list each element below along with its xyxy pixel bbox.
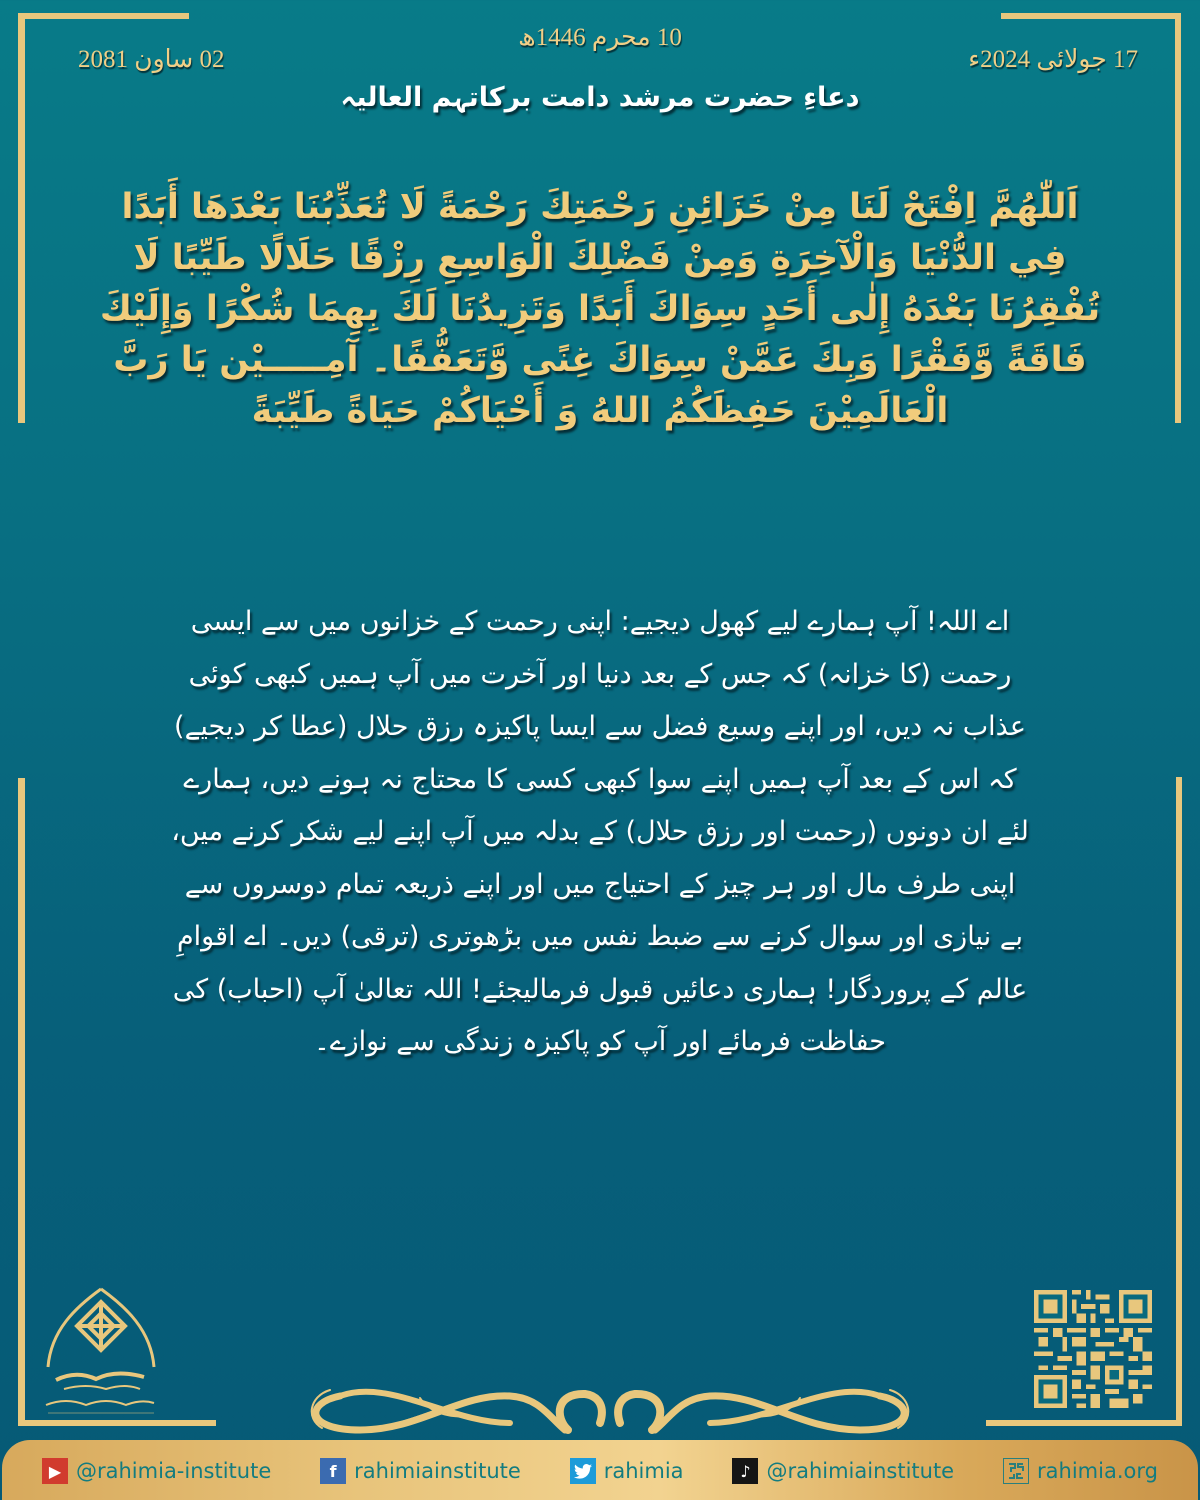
urdu-translation-text: اے اللہ! آپ ہمارے لیے کھول دیجیے: اپنی رحمت کے خزانوں میں سے ایسی رحمت (کا خزانہ) کہ جس کے بعد دنیا اور آخرت میں آپ ہمیں کبھی کوئی عذاب نہ دیں، اور اپنے وسیع فضل سے ایسا پاکیزہ رزق حلال (عطا کر دیجیے) کہ اس کے بعد آپ ہمیں اپنے سوا کبھی کسی کا محتاج نہ ہونے دیں، ہمارے لئے ان دونوں (رحمت اور رزق حلال) کے بدلہ میں آپ اپنے لیے شکر کرنے میں، اپنی طرف مال اور ہر چیز کے احتیاج میں اور اپنے ذریعہ تمام دوسروں سے بے نیازی اور سوال کرنے سے ضبط نفس میں بڑھوتری (ترقی) دیں۔ اے اقوامِ عالم کے پروردگار! ہماری دعائیں قبول فرمالیجئے! اللہ تعالیٰ آپ (احباب) کی حفاظت فرمائے اور آپ کو پاکیزہ زندگی سے نوازے۔ [171,606,1029,1057]
twitter-handle: rahimia [603,1459,684,1483]
gregorian-date: 17 جولائی 2024ء [968,46,1138,73]
twitter-icon [570,1458,596,1484]
tiktok-link[interactable] [732,1458,954,1484]
decorative-flourish [300,1368,920,1438]
youtube-link[interactable] [42,1458,271,1484]
frame-top-right-horizontal [1001,13,1181,19]
website-url: rahimia.org [1037,1459,1158,1483]
frame-right-upper-vertical [1175,13,1181,423]
hijri-date: 10 محرم 1446ھ [518,24,682,51]
bikrami-date: 02 ساون 2081 [78,46,225,73]
frame-right-lower-vertical [1176,777,1182,1426]
flourish-ornament-icon [300,1368,920,1438]
facebook-handle: rahimiainstitute [354,1459,521,1483]
page-title: دعاءِ حضرت مرشد دامت برکاتہم العالیہ [340,82,860,113]
website-logo-icon [1003,1458,1029,1484]
qr-code-icon [1033,1290,1153,1408]
rahimia-logo [36,1285,166,1435]
tiktok-handle: @rahimiainstitute [766,1459,955,1483]
facebook-icon: f [320,1458,346,1484]
youtube-handle: @rahimia-institute [76,1459,272,1483]
logo-emblem-icon [36,1285,166,1435]
frame-left-lower-vertical [18,778,25,1426]
tiktok-icon: ♪ [732,1458,758,1484]
youtube-icon: ▶ [42,1458,68,1484]
qr-code[interactable] [1033,1290,1153,1408]
website-link[interactable] [1003,1458,1158,1484]
frame-top-left-horizontal [18,13,189,19]
arabic-dua-text: اَللّٰهُمَّ اِفْتَحْ لَنَا مِنْ خَزَائِنِ رَحْمَتِكَ رَحْمَةً لَا تُعَذِّبُنَا بَعْدَهَا أَبَدًا فِي الدُّنْيَا وَالْآخِرَةِ وَمِنْ فَضْلِكَ الْوَاسِعِ رِزْقًا حَلَالًا طَيِّبًا لَا تُفْقِرُنَا بَعْدَهُ إِلٰى أَحَدٍ سِوَاكَ أَبَدًا وَتَزِيدُنَا لَكَ بِهِمَا شُكْرًا وَإِلَيْكَ فَاقَةً وَّفَقْرًا وَبِكَ عَمَّنْ سِوَاكَ غِنًى وَّتَعَفُّفًا۔ آمِـــــيْن يَا رَبَّ الْعَالَمِيْنَ حَفِظَكُمُ اللهُ وَ أَحْيَاكُمْ حَيَاةً طَيِّبَةً [99,187,1101,431]
twitter-link[interactable] [570,1458,684,1484]
frame-bottom-right-horizontal [986,1420,1182,1426]
facebook-link[interactable] [320,1458,521,1484]
footer-social-bar [2,1440,1198,1500]
frame-left-upper-vertical [18,13,25,423]
